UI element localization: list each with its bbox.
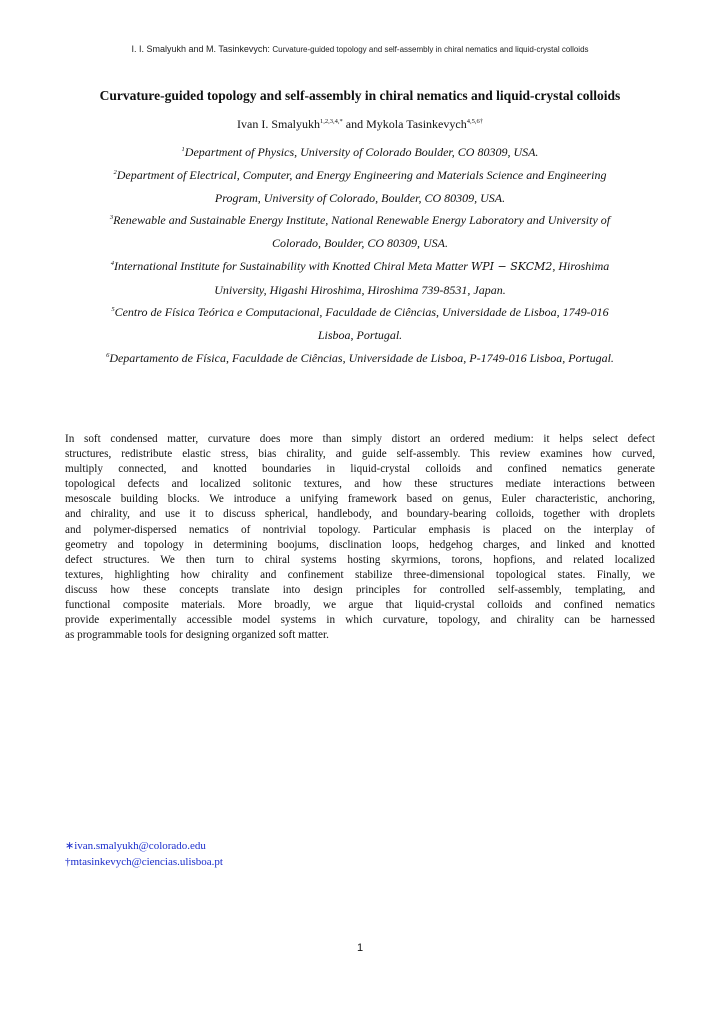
affiliation <box>30 347 690 370</box>
abstract-line: discuss how these concepts translate into design principles for controlled self-assembly, templating, and <box>65 583 655 596</box>
affiliation-number: 5 <box>111 306 115 313</box>
abstract-line: defect structures. We then turn to chiral systems hosting skyrmions, torons, hopfions, and related localized <box>65 553 655 566</box>
email-link[interactable]: ∗ivan.smalyukh@colorado.edu <box>65 840 206 852</box>
abstract-line: In soft condensed matter, curvature does more than simply distort an ordered medium: it helps select defect <box>65 433 655 445</box>
affiliation-text: Colorado, Boulder, CO 80309, USA. <box>271 235 448 250</box>
affiliation-number: 3 <box>109 214 114 221</box>
abstract-line: multiply connected, and knotted boundaries in liquid-crystal colloids and confined nematics generate <box>65 463 655 476</box>
affiliation-text: International Institute for Sustainability with Knotted Chiral Meta Matter <box>113 259 471 273</box>
affiliation-text: , Hiroshima <box>552 259 610 273</box>
author-conjunction: and <box>342 117 367 131</box>
email-footnotes <box>65 838 223 870</box>
abstract-line: functional composite materials. More broadly, we argue that liquid-crystal colloids and confined nematics <box>65 599 655 612</box>
affiliation-text: Renewable and Sustainable Energy Institute, National Renewable Energy Laboratory and University of <box>113 213 611 227</box>
author-name: Mykola Tasinkevych <box>366 117 467 131</box>
abstract <box>65 432 655 643</box>
affiliation <box>60 255 660 301</box>
affiliation-text: Departamento de Física, Faculdade de Ciências, Universidade de Lisboa, P-1749-016 Lisboa, Portugal. <box>109 351 614 365</box>
paper-title: Curvature-guided topology and self-assembly in chiral nematics and liquid-crystal colloids <box>99 88 621 103</box>
abstract-line: topological defects and localized solitonic textures, and how these structures mediate interactions between <box>65 478 655 491</box>
affiliation <box>60 301 660 346</box>
affiliation-number: 6 <box>106 352 110 359</box>
abstract-line: and chirality, and use it to discuss spherical, handlebody, and boundary-bearing colloids, together with droplets <box>65 508 655 521</box>
abstract-line: and polymer-dispersed nematics of nontrivial topology. Particular emphasis is placed on the interplay of <box>65 523 655 536</box>
affiliation-number: 2 <box>113 169 117 176</box>
affiliation <box>60 164 660 209</box>
affiliation-text: Centro de Física Teórica e Computacional, Faculdade de Ciências, Universidade de Lisboa, 1749-016 <box>114 305 609 319</box>
abstract-line: provide experimentally accessible model systems in which curvature, topology, and chirality can be harnessed <box>65 614 655 627</box>
author-affil-marks: 1,2,3,4,* <box>320 118 343 125</box>
abstract-line: textures, highlighting how chirality and confinement stabilize three-dimensional topological states. Finally, we <box>65 568 655 581</box>
abstract-line: structures, redistribute elastic stress, bias chirality, and guide self-assembly. This review examines how curved, <box>65 448 655 461</box>
running-head <box>0 44 720 54</box>
author-name: Ivan I. Smalyukh <box>237 117 321 131</box>
abstract-line: mesoscale building blocks. We introduce a unifying framework based on genus, Euler characteristic, anchoring, <box>65 493 655 506</box>
abstract-line: geometry and topology in determining boojums, disclination loops, hedgehog charges, and linked and knotted <box>65 538 655 551</box>
running-head-authors: I. I. Smalyukh and M. Tasinkevych: <box>131 44 270 54</box>
page-number: 1 <box>356 942 364 954</box>
affiliation-number: 1 <box>181 146 185 153</box>
affiliation-text: Department of Physics, University of Colorado Boulder, CO 80309, USA. <box>184 145 539 159</box>
running-head-title: Curvature-guided topology and self-assembly in chiral nematics and liquid-crystal colloids <box>272 45 589 54</box>
affiliation-math: WPI − SKCM2 <box>470 260 553 273</box>
author-affil-marks: 4,5,6† <box>466 118 483 125</box>
affiliation-text: University, Higashi Hiroshima, Hiroshima 739-8531, Japan. <box>214 282 506 297</box>
author-line <box>40 117 680 132</box>
abstract-line: as programmable tools for designing organized soft matter. <box>65 629 329 642</box>
affiliation <box>60 141 660 164</box>
email-link[interactable]: †mtasinkevych@ciencias.ulisboa.pt <box>65 856 223 868</box>
affiliation-text: Lisboa, Portugal. <box>317 327 403 342</box>
affiliation-text: Program, University of Colorado, Boulder, CO 80309, USA. <box>214 190 506 205</box>
affiliation-text: Department of Electrical, Computer, and Energy Engineering and Materials Science and Engineering <box>116 168 607 182</box>
affiliation <box>60 209 660 254</box>
affiliation-number: 4 <box>110 260 114 267</box>
